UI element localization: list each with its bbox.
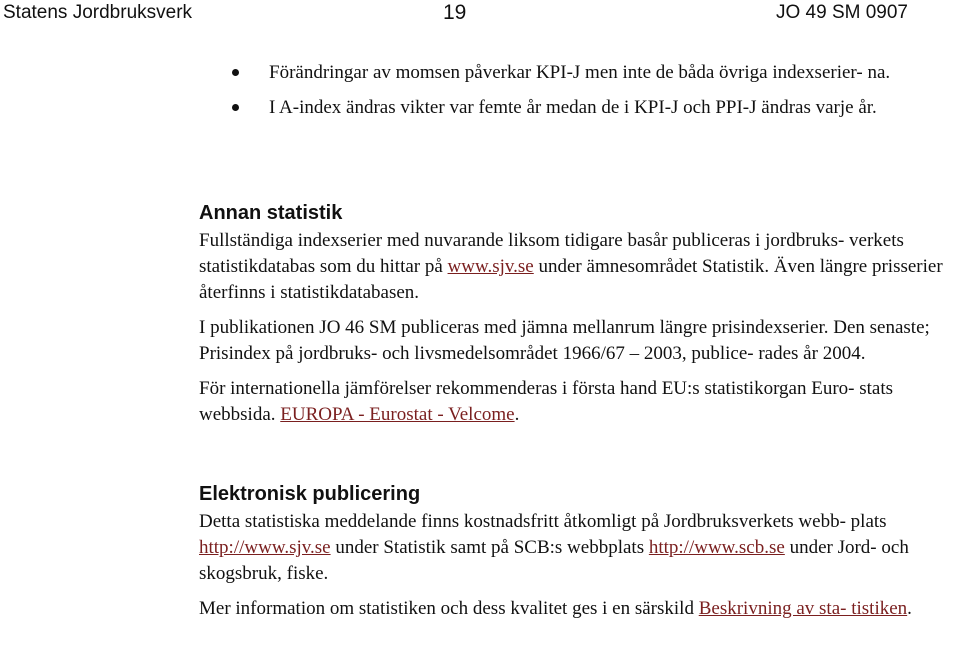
report-code: JO 49 SM 0907 [775,2,908,23]
section-heading: Elektronisk publicering [199,483,421,505]
section-elektronisk-publicering [199,481,951,622]
paragraph-text: under ämnesområdet Statistik. Även längre prisserier återfinns i statistikdatabasen. [199,256,943,303]
paragraph-text: under Jord- och skogsbruk, fiske. [199,537,909,584]
sjv-link[interactable]: www.sjv.se [447,256,534,277]
page-number: 19 [443,1,467,24]
paragraph-text: . [514,404,520,425]
paragraph-text: Fullständiga indexserier med nuvarande liksom tidigare basår publiceras i jordbruks- verkets statistikdatabas som du hittar på [199,230,904,277]
paragraph-text: För internationella jämförelser rekommenderas i första hand EU:s statistikorgan Euro- stats webbsida. [199,378,894,425]
paragraph-text: . [907,598,912,619]
paragraph: I publikationen JO 46 SM publiceras med jämna mellanrum längre prisindexserier. Den senaste; Prisindex på jordbruks- och livsmedelsområdet 1966/67 – 2003, publice- rades år 2004. [199,317,930,364]
sjv-url-link[interactable]: http://www.sjv.se [199,537,331,558]
list-item [232,60,952,86]
paragraph [199,376,951,428]
paragraph [199,228,951,306]
paragraph [199,509,951,587]
list-item-text: Förändringar av momsen påverkar KPI-J men inte de båda övriga indexserier- na. [269,62,891,83]
bullet-icon [232,104,239,111]
paragraph-text: Mer information om statistiken och dess kvalitet ges i en särskild [199,598,699,619]
list-item [232,95,952,121]
eurostat-link[interactable]: EUROPA - Eurostat - Velcome [280,404,515,425]
list-item-text: I A-index ändras vikter var femte år medan de i KPI-J och PPI-J ändras varje år. [269,97,877,118]
beskrivning-link[interactable]: Beskrivning av sta- tistiken [698,598,908,619]
bullet-icon [232,69,239,76]
section-annan-statistik [199,200,951,428]
paragraph-text: under Statistik samt på SCB:s webbplats [330,537,649,558]
header-publisher: Statens Jordbruksverk [3,2,193,23]
paragraph [199,596,951,622]
section-heading: Annan statistik [199,202,343,224]
scb-url-link[interactable]: http://www.scb.se [648,537,785,558]
paragraph-text: Detta statistiska meddelande finns kostnadsfritt åtkomligt på Jordbruksverkets webb- plats [199,511,887,532]
bullet-list [232,60,952,130]
